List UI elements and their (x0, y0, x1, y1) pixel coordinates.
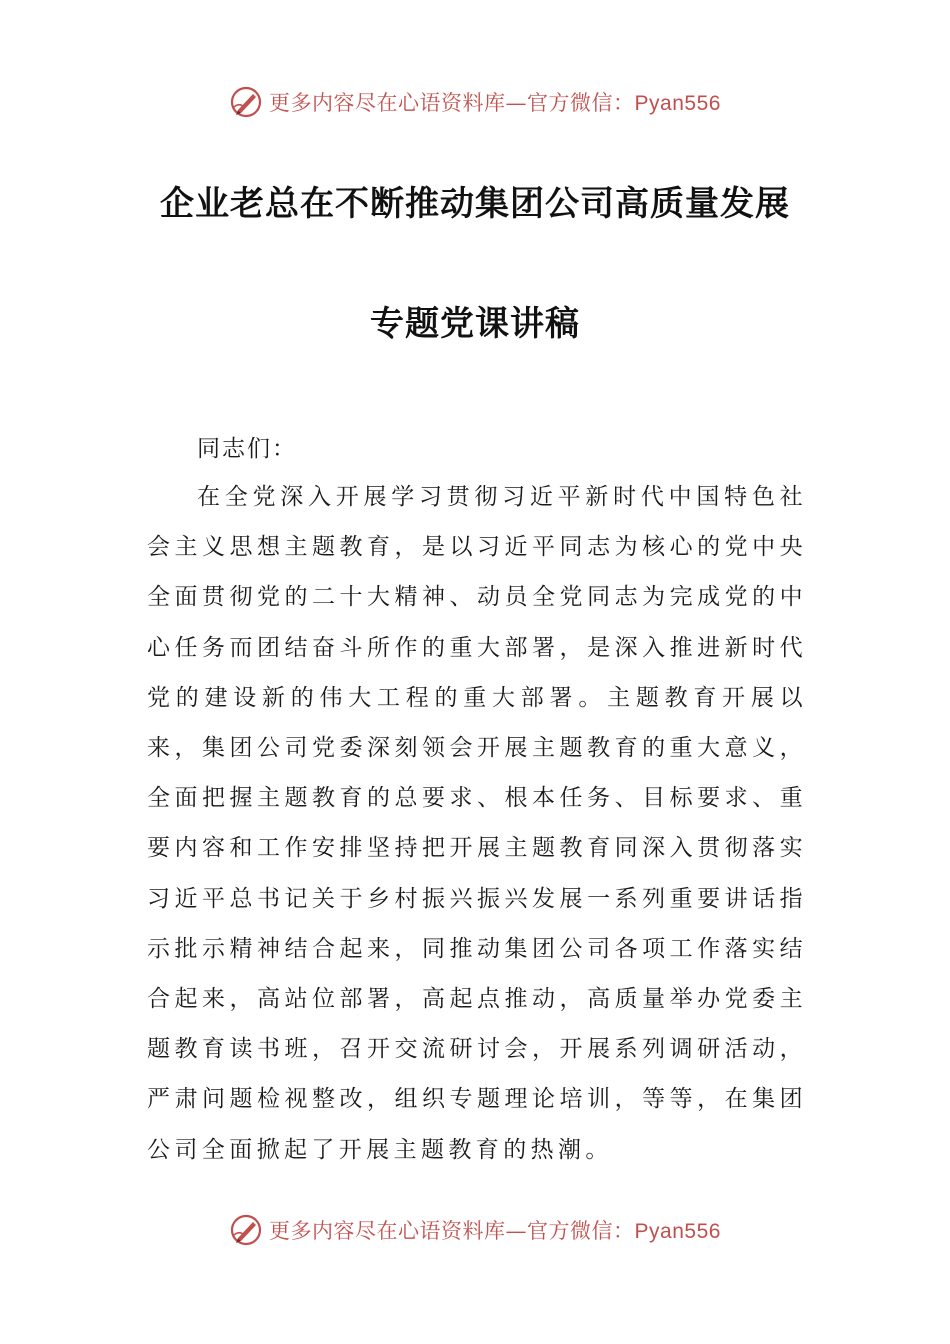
watermark-text: 更多内容尽在心语资料库—官方微信： (269, 1219, 635, 1243)
pen-logo-icon (229, 1213, 263, 1247)
watermark-footer (0, 1212, 950, 1248)
watermark-text: 更多内容尽在心语资料库—官方微信： (269, 91, 635, 115)
body-paragraph: 在全党深入开展学习贯彻习近平新时代中国特色社会主义思想主题教育，是以习近平同志为核心的党中央全面贯彻党的二十大精神、动员全党同志为完成党的中心任务而团结奋斗所作的重大部署，是深入推进新时代党的建设新的伟大工程的重大部署。主题教育开展以来，集团公司党委深刻领会开展主题教育的重大意义，全面把握主题教育的总要求、根本任务、目标要求、重要内容和工作安排坚持把开展主题教育同深入贯彻落实习近平总书记关于乡村振兴振兴发展一系列重要讲话指示批示精神结合起来，同推动集团公司各项工作落实结合起来，高站位部署，高起点推动，高质量举办党委主题教育读书班，召开交流研讨会，开展系列调研活动，严肃问题检视整改，组织专题理论培训，等等，在集团公司全面掀起了开展主题教育的热潮。 (147, 484, 807, 1163)
watermark-wechat-id: Pyan556 (634, 92, 721, 115)
document-title-line1: 企业老总在不断推动集团公司高质量发展 (160, 184, 790, 224)
watermark-wechat-id: Pyan556 (634, 1220, 721, 1243)
pen-logo-icon (229, 85, 263, 119)
document-title-line2: 专题党课讲稿 (370, 304, 580, 344)
greeting: 同志们： (197, 436, 297, 462)
watermark-header (0, 84, 950, 120)
